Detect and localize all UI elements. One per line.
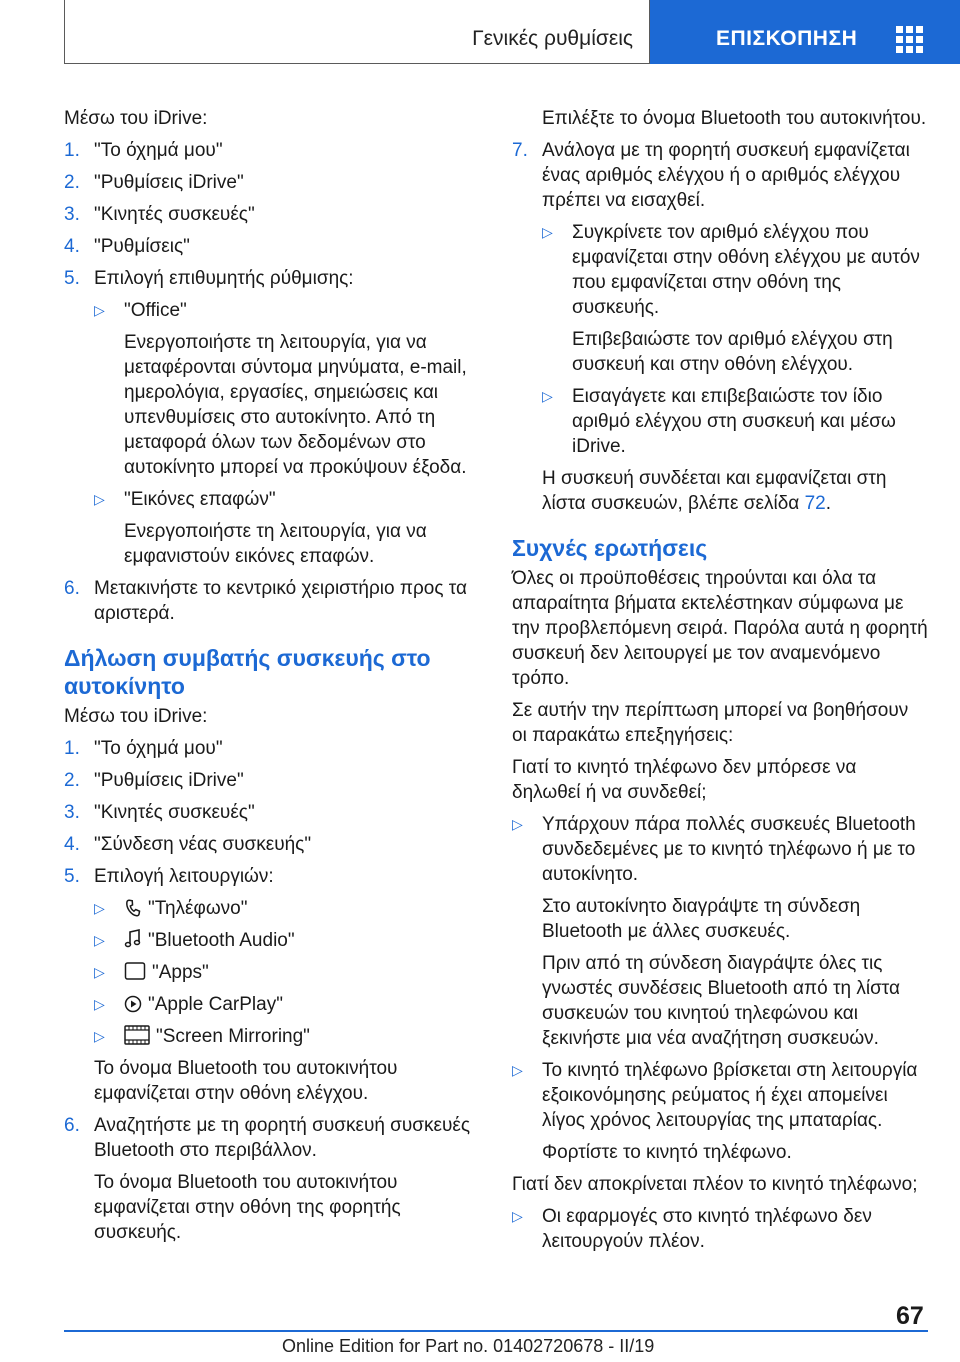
list-item [64, 576, 484, 626]
list-item [64, 138, 484, 163]
connected-text-body: Η συσκευή συνδέεται και εμφανίζεται στη λίστα συσκευών, βλέπε σελίδα [542, 468, 887, 514]
faq-question: Γιατί δεν αποκρίνεται πλέον το κινητό τηλέφωνο; [512, 1174, 918, 1195]
step-text: "Ρυθμίσεις iDrive" [94, 172, 244, 193]
step-number: 2. [64, 172, 80, 193]
step-text: "Κινητές συσκευές" [94, 802, 255, 823]
list-item [64, 736, 484, 761]
answer-text: Οι εφαρμογές στο κινητό τηλέφωνο δεν λειτουργούν πλέον. [542, 1206, 872, 1252]
step-text: Επιλογή επιθυμητής ρύθμισης: [94, 268, 354, 289]
list-item [64, 234, 484, 259]
list-item [64, 768, 484, 793]
contacts-description: Ενεργοποιήστε τη λειτουργία, για να εμφανιστούν εικόνες επαφών. [124, 521, 427, 567]
faq-heading: Συχνές ερωτήσεις [512, 535, 708, 561]
step-number: 6. [64, 1115, 80, 1136]
triangle-bullet-icon: ▷ [94, 964, 105, 980]
page-number: 67 [896, 1302, 924, 1330]
function-label: "Bluetooth Audio" [148, 930, 295, 951]
sub-item-label: "Εικόνες επαφών" [124, 489, 276, 510]
step-number: 2. [64, 770, 80, 791]
faq-answer [512, 812, 928, 887]
header-chapter-title: ΕΠΙΣΚΟΠΗΣΗ [716, 27, 858, 50]
step-number: 4. [64, 834, 80, 855]
footer-rule [64, 1330, 928, 1332]
answer-text: Υπάρχουν πάρα πολλές συσκευές Bluetooth συνδεδεμένες με το κινητό τηλέφωνο ή με το αυτοκίνητο. [542, 814, 916, 885]
faq-question: Γιατί το κινητό τηλέφωνο δεν μπόρεσε να δηλωθεί ή να συνδεθεί; [512, 757, 857, 803]
sub-item-compare [542, 220, 928, 320]
left-column [64, 106, 484, 1252]
list-item [64, 864, 484, 1106]
header-chapter-tab[interactable] [650, 0, 960, 64]
carplay-icon [124, 995, 142, 1013]
step-number: 3. [64, 802, 80, 823]
confirm-text: Επιβεβαιώστε τον αριθμό ελέγχου στη συσκευή και στην οθόνη ελέγχου. [572, 329, 893, 375]
function-label: "Apps" [152, 962, 209, 983]
intro-text: Μέσω του iDrive: [64, 706, 208, 727]
step-number: 5. [64, 268, 80, 289]
step-text: "Σύνδεση νέας συσκευής" [94, 834, 312, 855]
connected-text-end: . [825, 493, 831, 514]
fix-text: Πριν από τη σύνδεση διαγράψτε όλες τις γνωστές συνδέσεις Bluetooth από τη λίστα συσκευών του κινητού τηλεφώνου και ξεκινήστε μια νέα αναζήτηση συσκευών. [542, 953, 901, 1049]
step-text: "Το όχημά μου" [94, 738, 223, 759]
triangle-bullet-icon: ▷ [512, 1208, 523, 1224]
grid-menu-icon [896, 26, 923, 53]
step-number: 1. [64, 738, 80, 759]
step-text: Ανάλογα με τη φορητή συσκευή εμφανίζεται ένας αριθμός ελέγχου ή ο αριθμός ελέγχου πρέπει να εισαχθεί. [542, 140, 910, 211]
triangle-bullet-icon: ▷ [542, 224, 553, 240]
function-label: "Τηλέφωνο" [148, 898, 248, 919]
function-bluetooth-audio [94, 928, 484, 953]
step-text: "Ρυθμίσεις iDrive" [94, 770, 244, 791]
step-text: "Το όχημά μου" [94, 140, 223, 161]
step-number: 7. [512, 140, 528, 161]
function-apps [94, 960, 484, 985]
step-number: 5. [64, 866, 80, 887]
step-text: Μετακινήστε το κεντρικό χειριστήριο προς τα αριστερά. [94, 578, 467, 624]
triangle-bullet-icon: ▷ [542, 388, 553, 404]
select-name-text: Επιλέξτε το όνομα Bluetooth του αυτοκινήτου. [542, 108, 927, 129]
fix-text: Στο αυτοκίνητο διαγράψτε τη σύνδεση Bluetooth με άλλες συσκευές. [542, 896, 861, 942]
footer-edition: Online Edition for Part no. 01402720678 - II/19 [282, 1336, 655, 1356]
function-screen-mirroring [94, 1024, 484, 1049]
list-item [64, 202, 484, 227]
triangle-bullet-icon: ▷ [94, 996, 105, 1012]
apps-icon [124, 961, 146, 981]
list-item [64, 1113, 484, 1245]
step-number: 3. [64, 204, 80, 225]
triangle-bullet-icon: ▷ [94, 900, 105, 916]
step-text: Αναζητήστε με τη φορητή συσκευή συσκευές Bluetooth στο περιβάλλον. [94, 1115, 471, 1161]
header-section-title: Γενικές ρυθμίσεις [472, 27, 633, 50]
triangle-bullet-icon: ▷ [94, 302, 105, 318]
function-carplay [94, 992, 484, 1017]
triangle-bullet-icon: ▷ [94, 1028, 105, 1044]
step-text: Επιλογή λειτουργιών: [94, 866, 274, 887]
sub-item-text: Εισαγάγετε και επιβεβαιώστε τον ίδιο αριθμό ελέγχου στη συσκευή και μέσω iDrive. [572, 386, 896, 457]
bt-name-mobile-text: Το όνομα Bluetooth του αυτοκινήτου εμφανίζεται στην οθόνη της φορητής συσκευής. [94, 1172, 401, 1243]
answer-text: Το κινητό τηλέφωνο βρίσκεται στη λειτουργία εξοικονόμησης ρεύματος ή έχει απομείνει λίγος χρόνος λειτουργίας της μπαταρίας. [542, 1060, 918, 1131]
triangle-bullet-icon: ▷ [94, 491, 105, 507]
phone-icon [124, 899, 142, 917]
step-number: 4. [64, 236, 80, 257]
section-heading: Δήλωση συμβατής συσκευής στο αυτοκίνητο [64, 645, 431, 699]
triangle-bullet-icon: ▷ [94, 932, 105, 948]
sub-item-label: "Office" [124, 300, 187, 321]
faq-answer [512, 1204, 928, 1254]
office-description: Ενεργοποιήστε τη λειτουργία, για να μεταφέρονται σύντομα μηνύματα, e-mail, ημερολόγια, εργασίες, σημειώσεις και υπενθυμίσεις στο αυτοκίνητο. Από τη μεταφορά όλων των δεδομένων στο αυτοκίνητο μπορεί να προκύψουν έξοδα. [124, 332, 467, 478]
sub-item-text: Συγκρίνετε τον αριθμό ελέγχου που εμφανίζεται στην οθόνη ελέγχου με αυτόν που εμφανίζεται στην οθόνη της συσκευής. [572, 222, 920, 318]
faq-help: Σε αυτήν την περίπτωση μπορεί να βοηθήσουν οι παρακάτω επεξηγήσεις: [512, 700, 909, 746]
right-column [512, 106, 928, 1261]
step-number: 1. [64, 140, 80, 161]
fix-text: Φορτίστε το κινητό τηλέφωνο. [542, 1142, 792, 1163]
triangle-bullet-icon: ▷ [512, 1062, 523, 1078]
list-item [64, 800, 484, 825]
sub-item-office [94, 298, 484, 323]
triangle-bullet-icon: ▷ [512, 816, 523, 832]
bt-name-shown-text: Το όνομα Bluetooth του αυτοκινήτου εμφανίζεται στην οθόνη ελέγχου. [94, 1058, 398, 1104]
function-label: "Screen Mirroring" [156, 1026, 310, 1047]
intro-text: Μέσω του iDrive: [64, 108, 208, 129]
faq-answer [512, 1058, 928, 1133]
list-item [64, 832, 484, 857]
step-text: "Ρυθμίσεις" [94, 236, 190, 257]
faq-intro: Όλες οι προϋποθέσεις τηρούνται και όλα τα απαραίτητα βήματα εκτελέστηκαν σύμφωνα με την προβλεπόμενη σειρά. Παρόλα αυτά η φορητή συσκευή δεν λειτουργεί με τον αναμενόμενο τρόπο. [512, 568, 928, 689]
sub-item-enter [542, 384, 928, 459]
sub-item-contact-images [94, 487, 484, 512]
connected-text [542, 466, 928, 516]
page-link[interactable]: 72 [804, 493, 826, 514]
function-label: "Apple CarPlay" [148, 994, 283, 1015]
music-note-icon [124, 929, 142, 949]
function-phone [94, 896, 484, 921]
step-text: "Κινητές συσκευές" [94, 204, 255, 225]
header-section-box [64, 0, 650, 64]
step-number: 6. [64, 578, 80, 599]
list-item [64, 266, 484, 569]
list-item [512, 138, 928, 516]
list-item [64, 170, 484, 195]
screen-mirroring-icon [124, 1025, 150, 1045]
